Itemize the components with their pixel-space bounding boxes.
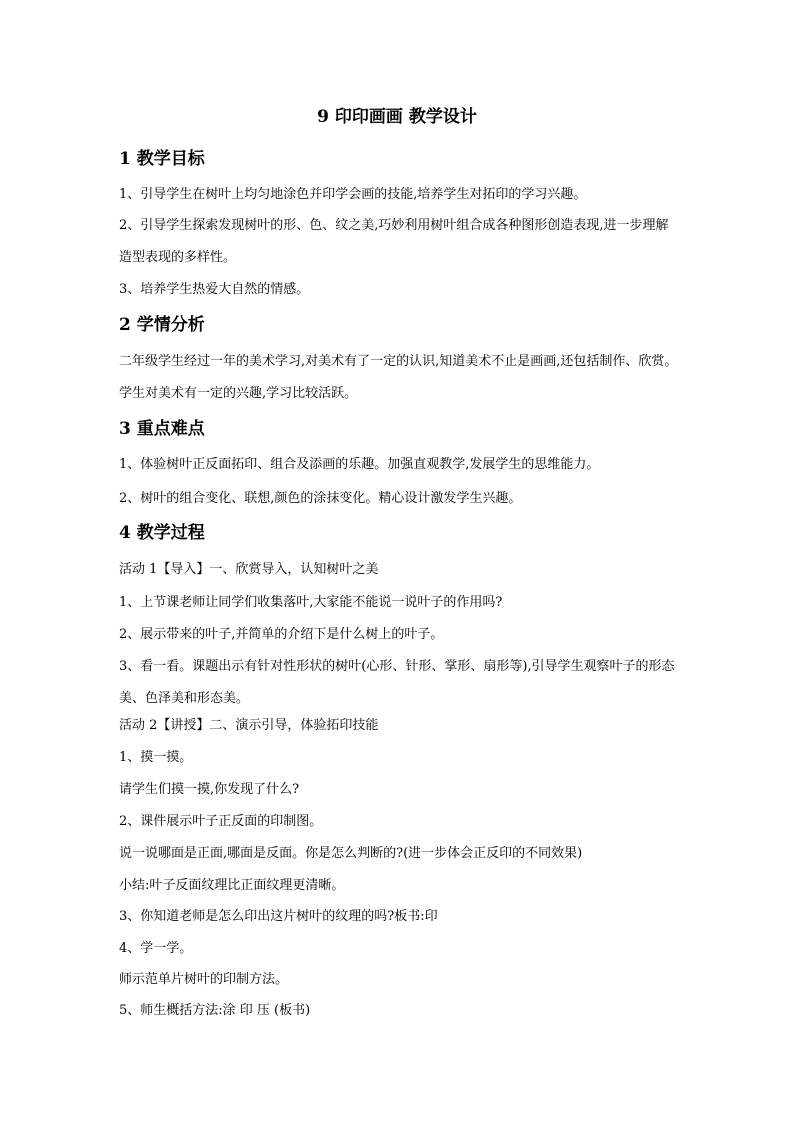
- paragraph: 5、师生概括方法:涂 印 压 (板书): [119, 1003, 311, 1018]
- paragraph: 请学生们摸一摸,你发现了什么?: [119, 782, 300, 797]
- section-heading-process: 4 教学过程: [119, 523, 205, 543]
- paragraph: 1、上节课老师让同学们收集落叶,大家能不能说一说叶子的作用吗?: [119, 595, 503, 610]
- paragraph: 3、你知道老师是怎么印出这片树叶的纹理的吗?板书:印: [119, 909, 438, 924]
- paragraph: 2、引导学生探索发现树叶的形、色、纹之美,巧妙利用树叶组合成各种图形创造表现,进一步理解造型表现的多样性。: [119, 218, 669, 265]
- section-heading-key-points: 3 重点难点: [119, 419, 205, 439]
- paragraph: 2、课件展示叶子正反面的印制图。: [119, 814, 323, 829]
- paragraph: 师示范单片树叶的印制方法。: [119, 972, 289, 987]
- activity-heading: 活动 1【导入】一、欣赏导入，认知树叶之美: [119, 562, 379, 577]
- paragraph: 1、体验树叶正反面拓印、组合及添画的乐趣。加强直观教学,发展学生的思维能力。: [119, 457, 600, 472]
- section-heading-analysis: 2 学情分析: [119, 315, 205, 335]
- paragraph: 2、展示带来的叶子,并简单的介绍下是什么树上的叶子。: [119, 627, 444, 642]
- section-heading-objectives: 1 教学目标: [119, 149, 205, 169]
- paragraph: 说一说哪面是正面,哪面是反面。你是怎么判断的?(进一步体会正反印的不同效果): [119, 846, 583, 861]
- paragraph: 3、看一看。课题出示有针对性形状的树叶(心形、针形、掌形、扇形等),引导学生观察叶子的形态美、色泽美和形态美。: [119, 659, 675, 706]
- document-title: 9 印印画画 教学设计: [317, 107, 477, 127]
- activity-heading: 活动 2【讲授】二、演示引导，体验拓印技能: [119, 718, 379, 733]
- paragraph: 二年级学生经过一年的美术学习,对美术有了一定的认识,知道美术不止是画画,还包括制作、欣赏。学生对美术有一定的兴趣,学习比较活跃。: [119, 354, 678, 401]
- paragraph: 小结:叶子反面纹理比正面纹理更清晰。: [119, 878, 345, 893]
- paragraph: 1、摸一摸。: [119, 750, 193, 765]
- paragraph: 2、树叶的组合变化、联想,颜色的涂抹变化。精心设计激发学生兴趣。: [119, 491, 522, 506]
- paragraph: 4、学一学。: [119, 941, 193, 956]
- paragraph: 3、培养学生热爱大自然的情感。: [119, 282, 310, 297]
- paragraph: 1、引导学生在树叶上均匀地涂色并印学会画的技能,培养学生对拓印的学习兴趣。: [119, 187, 587, 202]
